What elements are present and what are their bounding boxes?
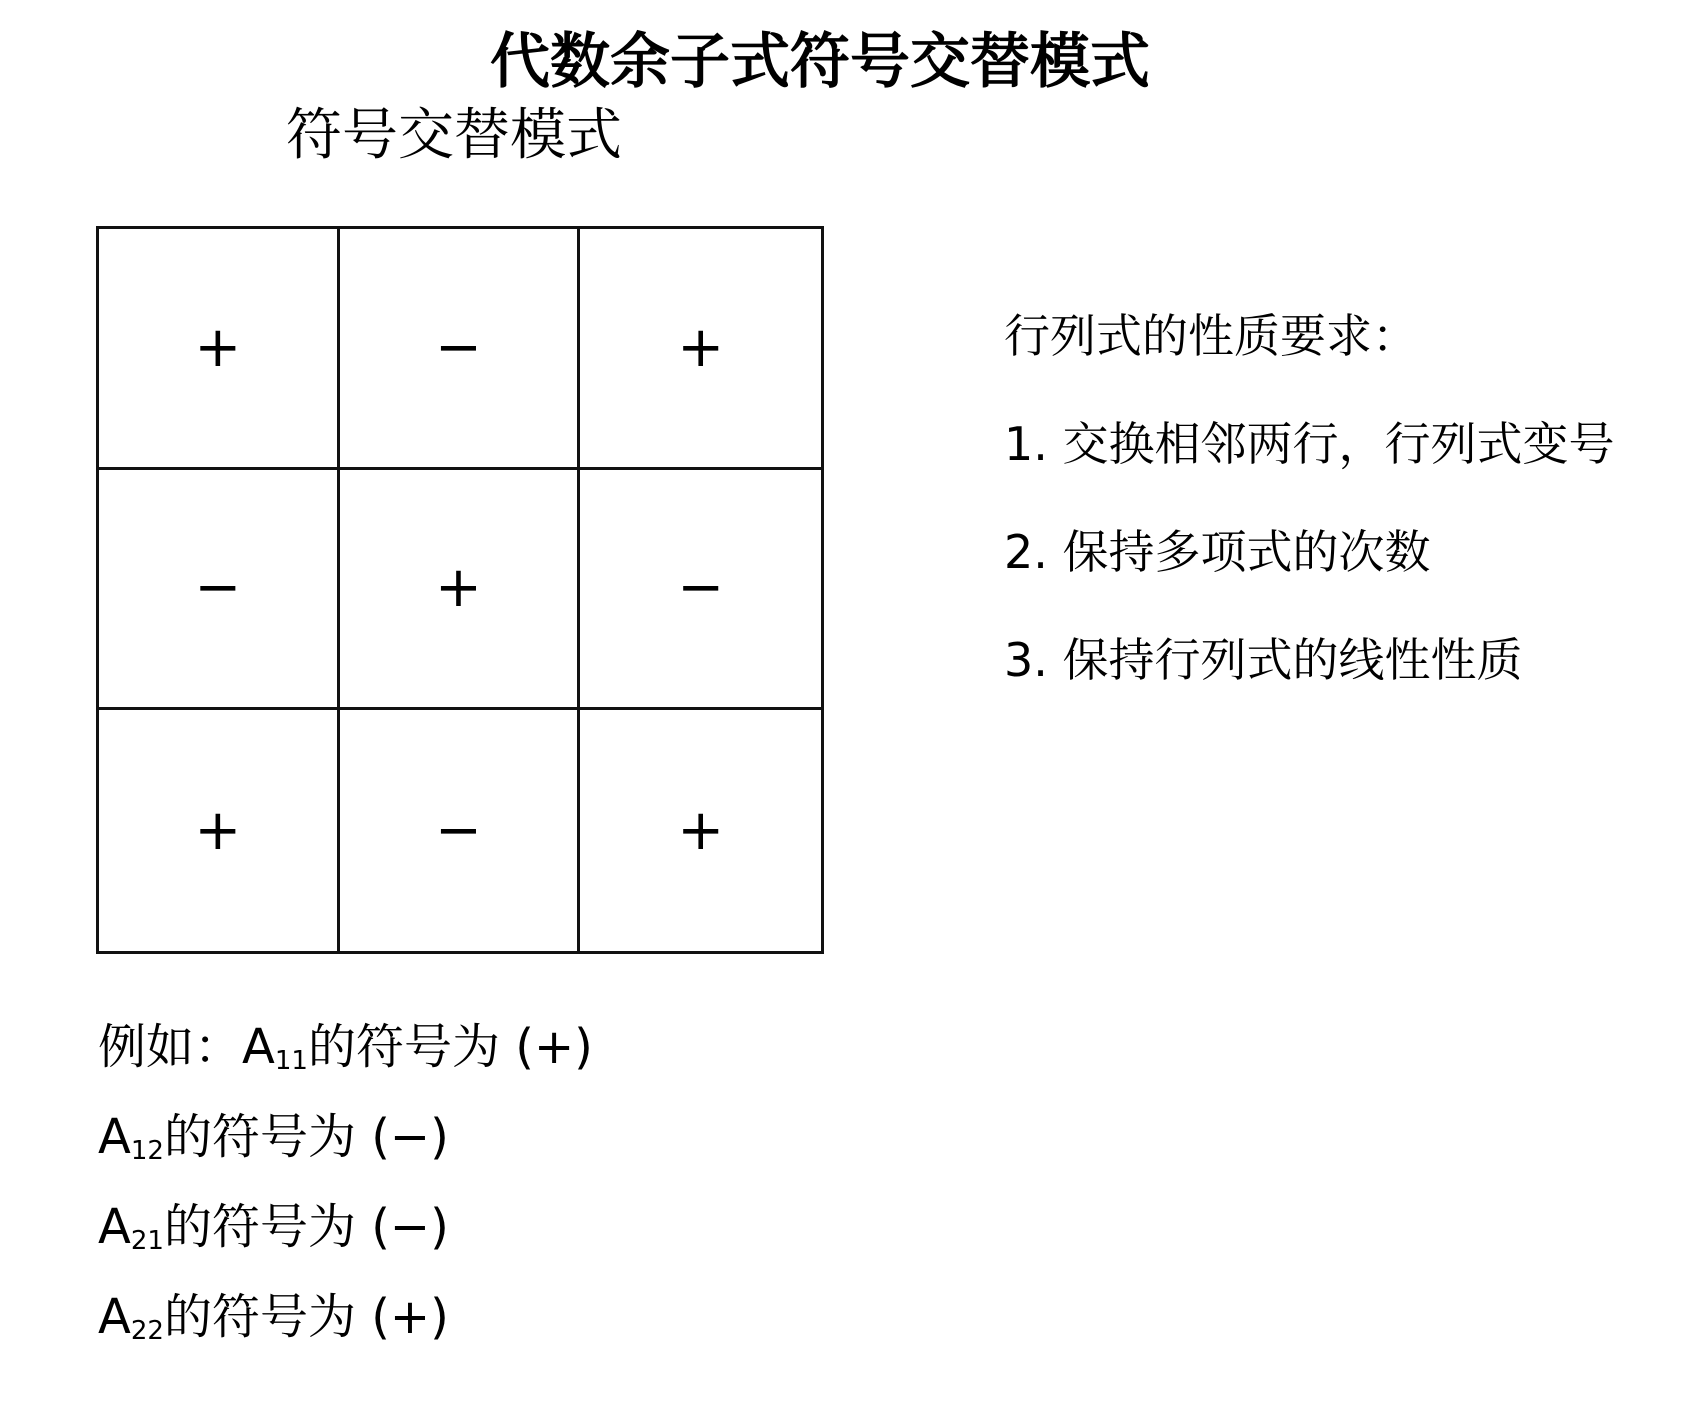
sign-cell-r3c2: −	[340, 710, 581, 951]
sign-grid	[96, 226, 824, 954]
example-text: 的符号为 (+)	[307, 1019, 593, 1075]
property-item-3: 3. 保持行列式的线性性质	[1004, 633, 1523, 687]
example-text: 的符号为 (−)	[163, 1199, 449, 1255]
example-letter: A	[98, 1289, 131, 1345]
example-letter: A	[242, 1019, 275, 1075]
example-row-a22	[98, 1272, 593, 1362]
property-item-2: 2. 保持多项式的次数	[1004, 525, 1431, 579]
example-letter: A	[98, 1109, 131, 1165]
page-title: 代数余子式符号交替模式	[490, 27, 1150, 97]
example-row-a11	[98, 1002, 593, 1092]
example-row-a21	[98, 1182, 593, 1272]
example-text: 的符号为 (−)	[163, 1109, 449, 1165]
examples	[98, 1002, 593, 1362]
sign-cell-r1c2: −	[340, 229, 581, 470]
example-index: 22	[130, 1316, 164, 1346]
example-prefix: 例如：	[98, 1019, 243, 1075]
properties-heading: 行列式的性质要求：	[1004, 309, 1418, 363]
example-text: 的符号为 (+)	[163, 1289, 449, 1345]
sign-cell-r3c1: +	[99, 710, 340, 951]
example-letter: A	[98, 1199, 131, 1255]
sign-cell-r2c2: +	[340, 470, 581, 711]
sign-cell-r2c1: −	[99, 470, 340, 711]
sign-cell-r1c1: +	[99, 229, 340, 470]
sign-cell-r3c3: +	[677, 797, 725, 863]
example-row-a12	[98, 1092, 593, 1182]
property-item-1: 1. 交换相邻两行，行列式变号	[1004, 417, 1615, 471]
sign-cell-r2c3: −	[580, 470, 821, 711]
example-index: 12	[130, 1136, 164, 1166]
properties-list	[1004, 282, 1615, 714]
subtitle: 符号交替模式	[286, 103, 622, 168]
sign-cell-r1c3: +	[580, 229, 821, 470]
example-index: 11	[274, 1046, 308, 1076]
example-index: 21	[130, 1226, 164, 1256]
